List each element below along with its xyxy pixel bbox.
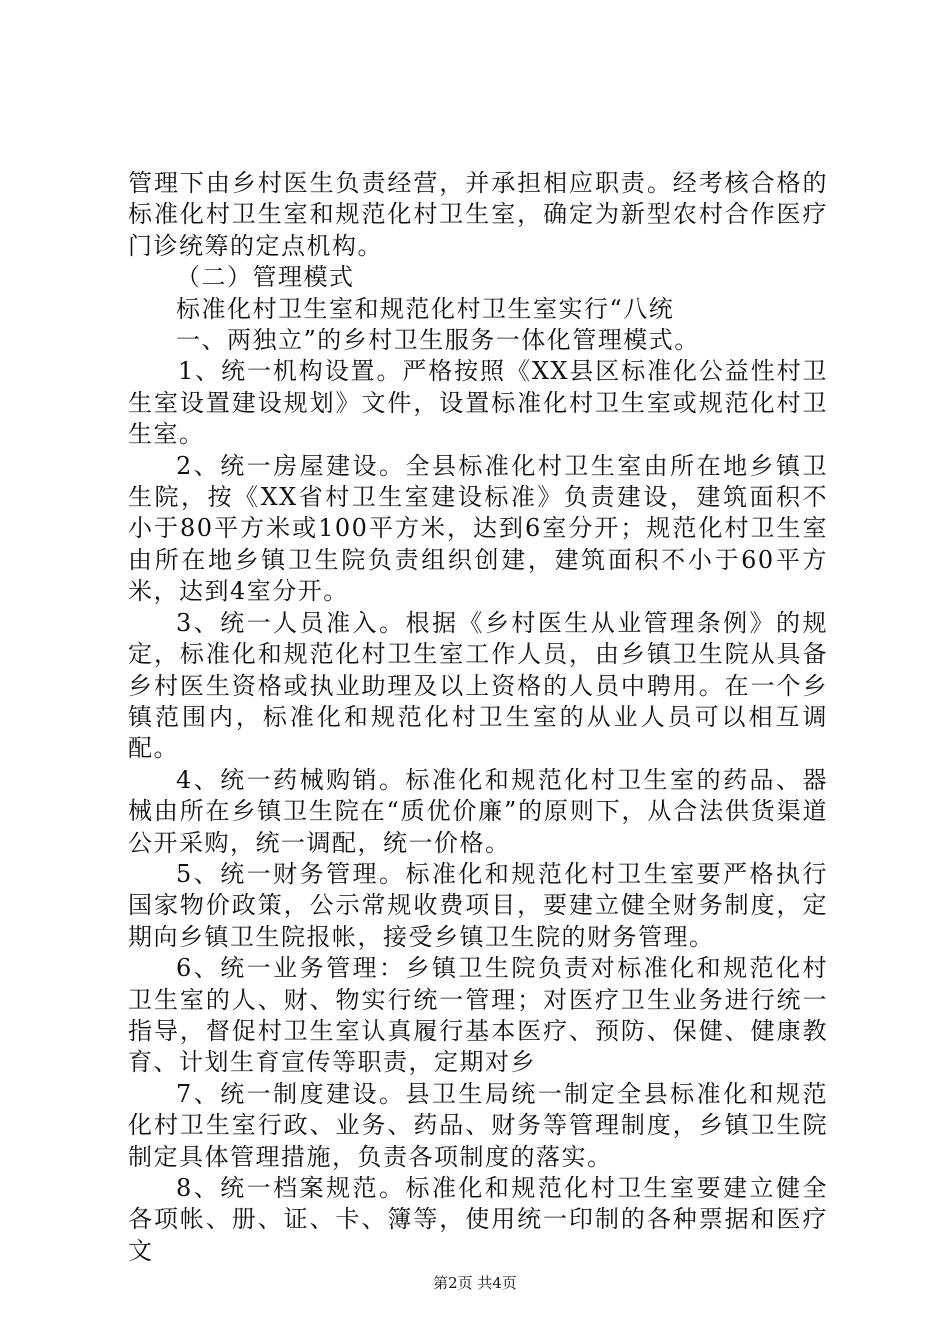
paragraph-intro: 管理下由乡村医生负责经营，并承担相应职责。经考核合格的标准化村卫生室和规范化村卫生室，确定为新型农村合作医疗门诊统筹的定点机构。 xyxy=(128,169,828,260)
paragraph-item-3: 3、统一人员准入。根据《乡村医生从业管理条例》的规定，标准化和规范化村卫生室工作人员，由乡镇卫生院从具备乡村医生资格或执业助理及以上资格的人员中聘用。在一个乡镇范围内，标准化和规范化村卫生室的从业人员可以相互调配。 xyxy=(128,608,828,763)
paragraph-item-2: 2、统一房屋建设。全县标准化村卫生室由所在地乡镇卫生院，按《XX省村卫生室建设标准》负责建设，建筑面积不小于80平方米或100平方米，达到6室分开；规范化村卫生室由所在地乡镇卫生院负责组织创建，建筑面积不小于60平方米，达到4室分开。 xyxy=(128,451,828,606)
paragraph-item-4: 4、统一药械购销。标准化和规范化村卫生室的药品、器械由所在乡镇卫生院在“质优价廉”的原则下，从合法供货渠道公开采购，统一调配，统一价格。 xyxy=(128,765,828,857)
paragraph-two-independent: 一、两独立”的乡村卫生服务一体化管理模式。 xyxy=(176,326,700,355)
section-heading-management-mode: （二）管理模式 xyxy=(176,263,355,292)
page-number-footer: 第2页 共4页 xyxy=(433,1274,517,1292)
paragraph-item-5: 5、统一财务管理。标准化和规范化村卫生室要严格执行国家物价政策，公示常规收费项目，要建立健全财务制度，定期向乡镇卫生院报帐，接受乡镇卫生院的财务管理。 xyxy=(128,859,828,951)
paragraph-item-6: 6、统一业务管理：乡镇卫生院负责对标准化和规范化村卫生室的人、财、物实行统一管理；对医疗卫生业务进行统一指导，督促村卫生室认真履行基本医疗、预防、保健、健康教育、计划生育宣传等职责，定期对乡 xyxy=(128,954,828,1077)
paragraph-eight-unified: 标准化村卫生室和规范化村卫生室实行“八统 xyxy=(176,294,675,323)
paragraph-item-8: 8、统一档案规范。标准化和规范化村卫生室要建立健全各项帐、册、证、卡、簿等，使用统一印制的各种票据和医疗文 xyxy=(128,1174,828,1265)
paragraph-item-7: 7、统一制度建设。县卫生局统一制定全县标准化和规范化村卫生室行政、业务、药品、财务等管理制度，乡镇卫生院制定具体管理措施，负责各项制度的落实。 xyxy=(128,1079,828,1171)
paragraph-item-1: 1、统一机构设置。严格按照《XX县区标准化公益性村卫生室设置建设规划》文件，设置标准化村卫生室或规范化村卫生室。 xyxy=(128,357,828,449)
document-body xyxy=(128,168,828,1267)
